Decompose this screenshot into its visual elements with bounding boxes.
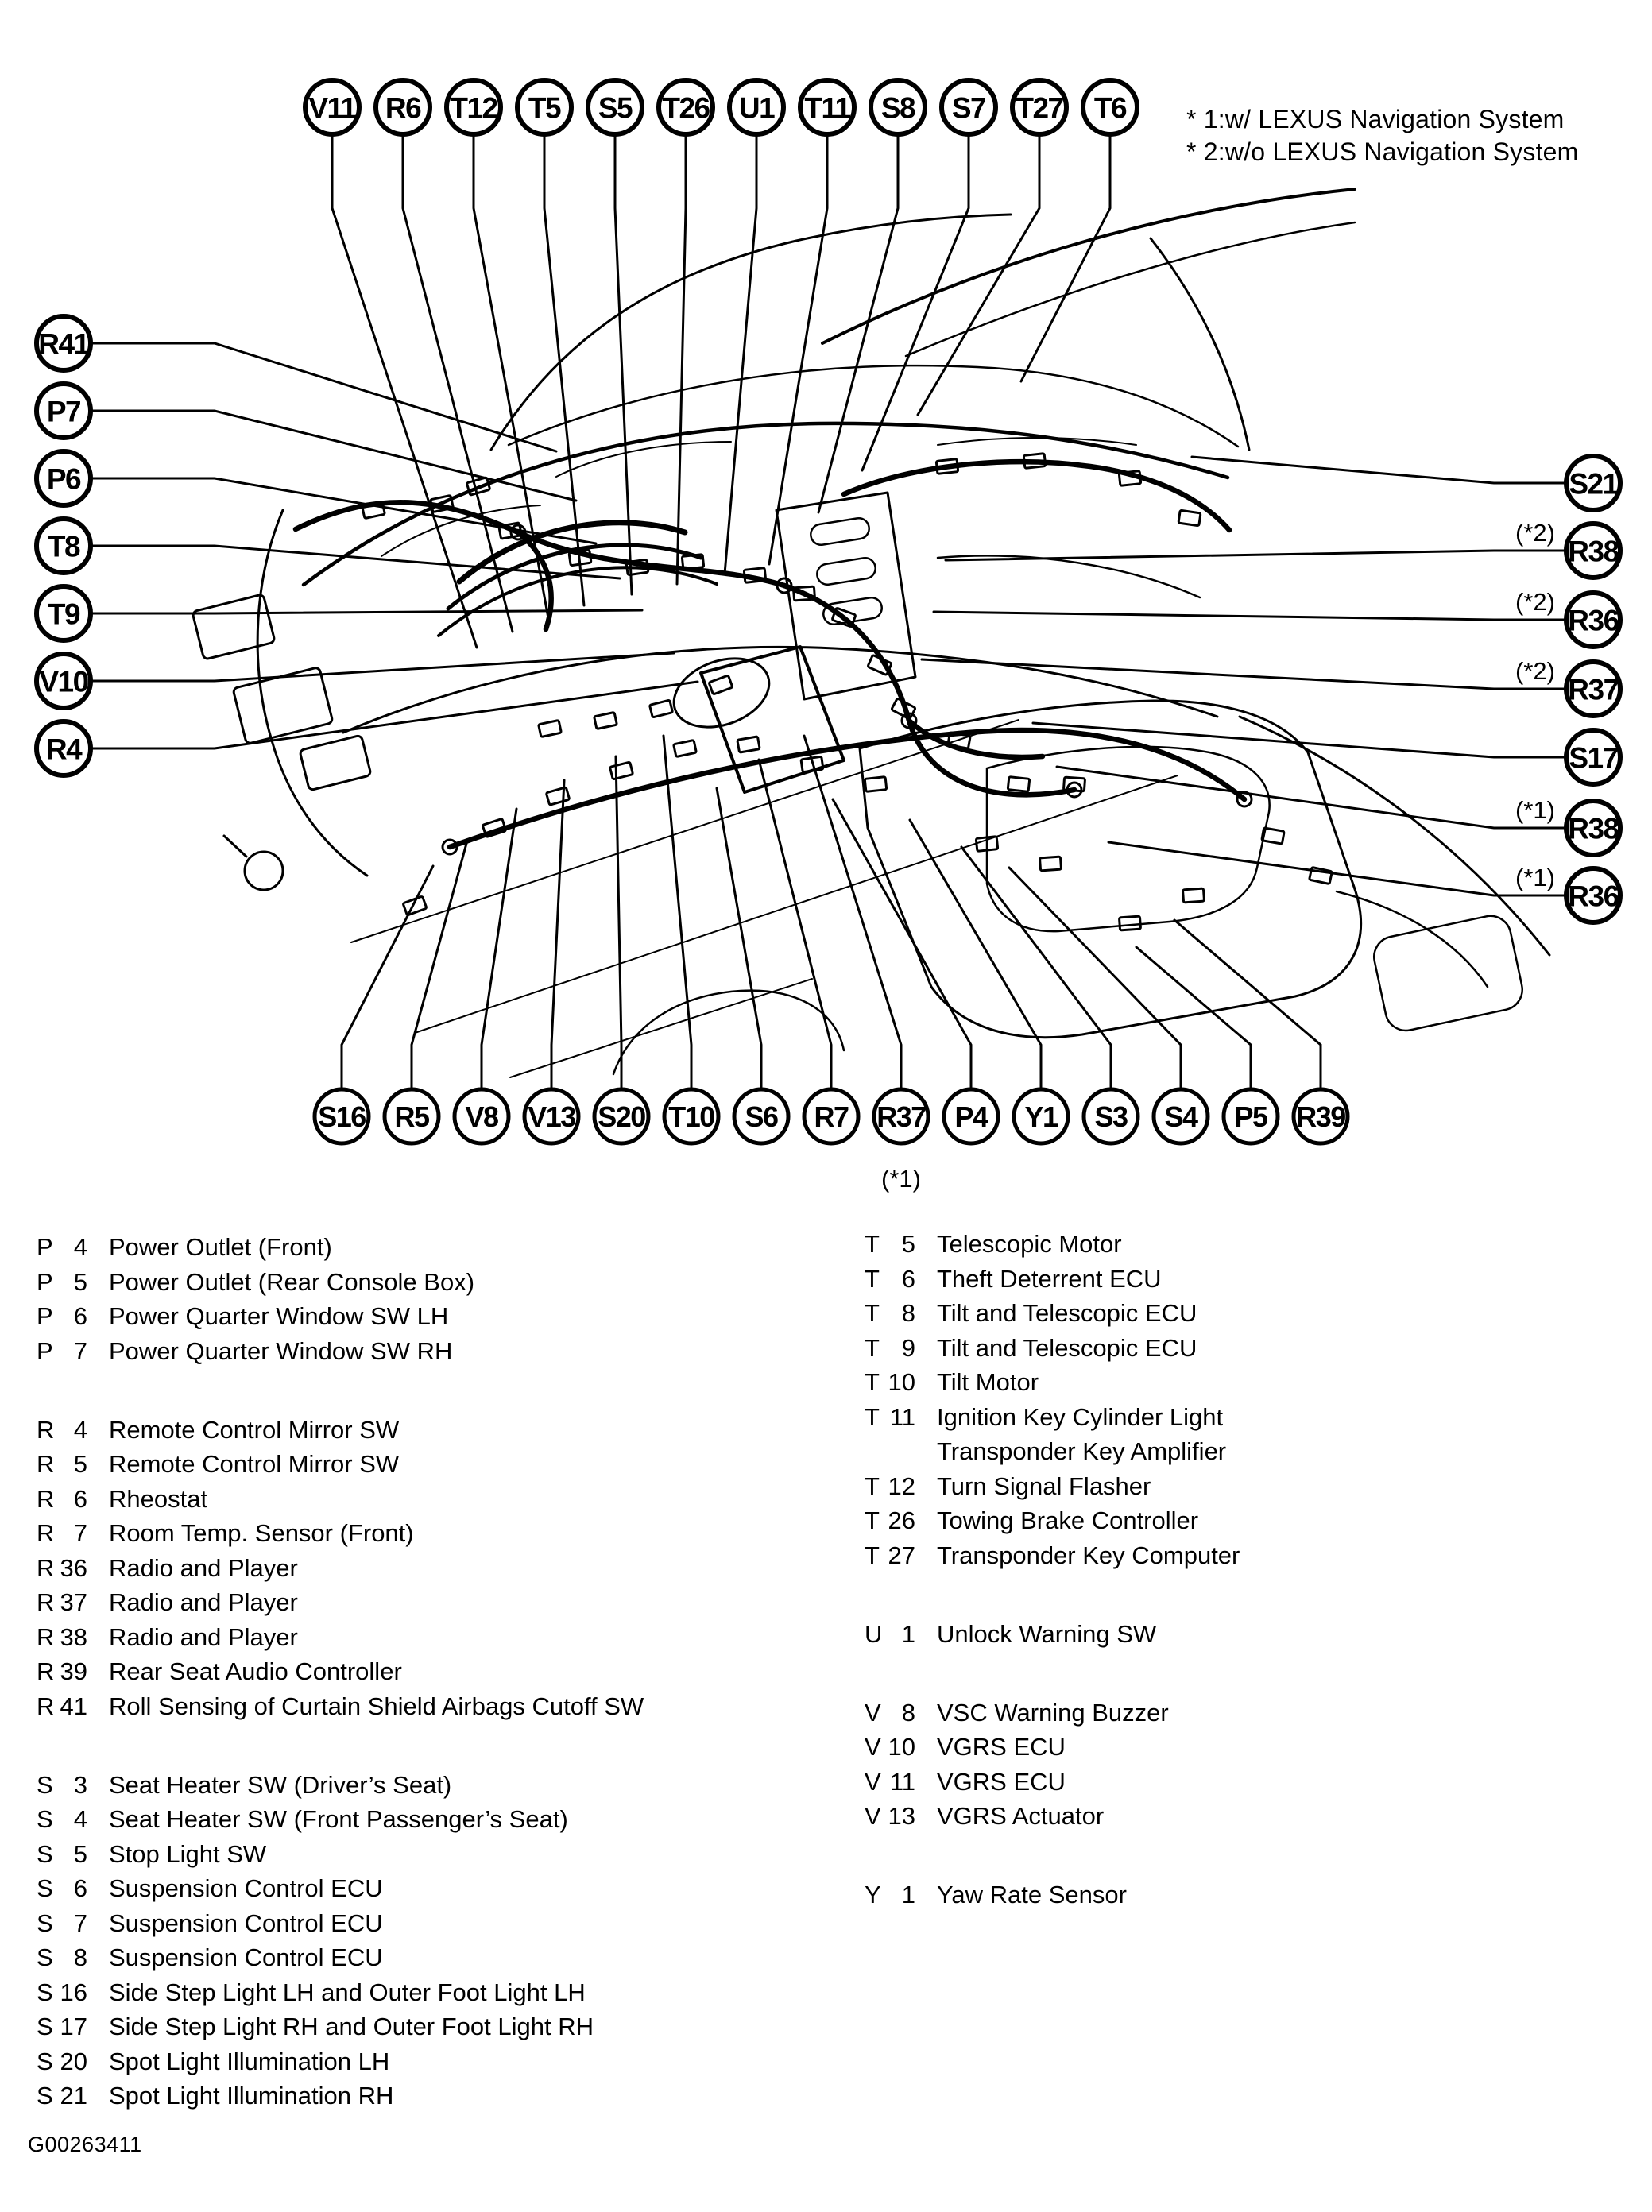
legend-entry-R38 <box>37 1622 298 1653</box>
connector-box <box>1008 777 1030 792</box>
legend-code-letter: P <box>37 1336 53 1365</box>
legend-code-number: 6 <box>73 1484 87 1513</box>
legend-code-number: 16 <box>60 1978 87 2006</box>
legend-code-letter: S <box>37 1839 53 1868</box>
legend-code-letter: T <box>865 1230 880 1258</box>
callout-tag-R36-right-6: (*1) <box>1515 864 1555 891</box>
legend-entry-T9 <box>865 1332 1197 1364</box>
body-outline <box>257 189 1549 1077</box>
legend-entry-V8 <box>865 1697 1169 1729</box>
legend-component-name: Remote Control Mirror SW <box>109 1415 400 1444</box>
legend-code-letter: R <box>37 1450 55 1478</box>
legend-code-letter: T <box>865 1368 880 1396</box>
legend-code-number: 1 <box>901 1619 915 1648</box>
legend-code <box>37 1448 87 1480</box>
legend-code-number: 20 <box>60 2047 87 2075</box>
leader-line-S6-bottom-6 <box>717 788 761 1089</box>
callout-label-T5-top-3: T5 <box>528 91 561 125</box>
callout-label-R37-bottom-8: R37 <box>876 1100 926 1133</box>
legend-code <box>37 2080 87 2112</box>
callout-label-T6-top-11: T6 <box>1093 91 1127 125</box>
connector-box <box>737 737 760 752</box>
wiring-harness <box>296 462 1252 854</box>
legend-code-number: 8 <box>901 1299 915 1327</box>
legend-component-name: Transponder Key Amplifier <box>937 1437 1227 1465</box>
legend-code-number: 21 <box>60 2082 87 2110</box>
connector-box <box>1039 857 1061 871</box>
legend-code-number: 5 <box>73 1450 87 1478</box>
leader-line-R36-right-2 <box>934 612 1566 620</box>
legend-entry-R41 <box>37 1691 644 1723</box>
legend-code <box>37 1804 87 1835</box>
legend-entry-T11 <box>865 1402 1223 1433</box>
legend-entry-V11 <box>865 1766 1066 1798</box>
callout-label-S3-bottom-11: S3 <box>1094 1100 1128 1133</box>
legend-component-name: Tilt and Telescopic ECU <box>937 1333 1197 1362</box>
legend-code-number: 5 <box>901 1230 915 1258</box>
legend-component-name: Roll Sensing of Curtain Shield Airbags Cutoff SW <box>109 1692 644 1720</box>
legend-entry-R6 <box>37 1483 207 1515</box>
legend-entry-T6 <box>865 1263 1162 1295</box>
leader-line-R38-right-1 <box>946 551 1566 560</box>
note-line-1: * 1:w/ LEXUS Navigation System <box>1186 105 1565 133</box>
leader-line-U1-top-6 <box>725 134 756 574</box>
legend-component-name: VGRS ECU <box>937 1767 1066 1796</box>
legend-entry-P7 <box>37 1336 452 1367</box>
legend-code-letter: R <box>37 1692 55 1720</box>
callout-label-T9-left-4: T9 <box>47 597 80 631</box>
legend-entry-cont <box>865 1436 1226 1468</box>
legend-entry-T26 <box>865 1505 1198 1537</box>
legend-component-name: Side Step Light LH and Outer Foot Light LH <box>109 1978 586 2006</box>
callout-label-S20-bottom-4: S20 <box>598 1100 645 1133</box>
callout-label-T27-top-10: T27 <box>1016 91 1063 125</box>
legend-code-letter: T <box>865 1541 880 1569</box>
leader-line-P7-left-1 <box>91 411 576 501</box>
legend-code <box>37 1977 87 2009</box>
legend-component-name: Yaw Rate Sensor <box>937 1881 1127 1908</box>
connector-box <box>865 777 887 792</box>
connector-box <box>1182 888 1204 903</box>
connector-box <box>609 762 633 779</box>
legend-code <box>865 1731 915 1763</box>
legend-entry-R37 <box>37 1587 298 1618</box>
legend-code-number: 17 <box>60 2013 87 2040</box>
legend-code-number: 12 <box>888 1471 915 1500</box>
legend-entry-S4 <box>37 1804 568 1835</box>
leader-line-R7-bottom-7 <box>759 760 831 1089</box>
legend-code-letter: V <box>865 1802 881 1830</box>
leader-line-Y1-bottom-10 <box>910 820 1041 1089</box>
leader-line-V8-bottom-2 <box>482 809 516 1089</box>
callout-label-S21-right-0: S21 <box>1569 467 1618 501</box>
legend-code-number: 5 <box>73 1267 87 1296</box>
legend-code-letter: T <box>865 1471 880 1500</box>
legend-code-number: 6 <box>73 1302 87 1330</box>
legend-entry-S3 <box>37 1769 451 1801</box>
legend-component-name: Rear Seat Audio Controller <box>109 1657 402 1685</box>
leader-line-R5-bottom-1 <box>412 841 467 1089</box>
legend-code-letter: P <box>37 1267 53 1296</box>
callout-tag-R37-bottom-8: (*1) <box>881 1165 921 1193</box>
legend-component-name: Telescopic Motor <box>937 1230 1122 1258</box>
legend-code-letter: S <box>37 2013 53 2040</box>
legend-component-name: VGRS Actuator <box>937 1802 1105 1830</box>
leader-line-S21-right-0 <box>1192 457 1566 483</box>
legend-entry-R36 <box>37 1553 298 1584</box>
legend-code <box>37 1769 87 1801</box>
legend-component-name: Power Outlet (Rear Console Box) <box>109 1267 475 1296</box>
legend-code-letter: V <box>865 1733 881 1761</box>
legend-entry-R39 <box>37 1656 402 1688</box>
callout-label-P6-left-2: P6 <box>46 462 81 496</box>
legend-code-number: 27 <box>888 1541 915 1569</box>
callout-label-R38-right-1: R38 <box>1568 535 1619 568</box>
legend-code-number: 7 <box>73 1519 87 1547</box>
legend-code-number: 6 <box>901 1264 915 1293</box>
legend-entry-S16 <box>37 1977 586 2009</box>
legend-code-number: 10 <box>888 1368 915 1396</box>
leader-line-S8-top-8 <box>818 134 898 512</box>
callout-label-R6-top-1: R6 <box>385 91 421 125</box>
callout-label-T26-top-5: T26 <box>662 91 710 125</box>
legend-code-number: 26 <box>888 1506 915 1534</box>
callout-label-R38-right-5: R38 <box>1568 812 1619 845</box>
leader-line-S4-bottom-12 <box>1009 868 1181 1089</box>
legend-code <box>37 1656 87 1688</box>
legend-code-letter: S <box>37 1978 53 2006</box>
legend-entry-U1 <box>865 1618 1156 1650</box>
legend-code-letter: S <box>37 2047 53 2075</box>
legend-code <box>37 1553 87 1584</box>
legend-code-letter: R <box>37 1622 55 1651</box>
legend-code-number: 6 <box>73 1874 87 1902</box>
legend-code-number: 11 <box>889 1402 915 1431</box>
legend-code <box>865 1402 915 1433</box>
legend-component-name: Towing Brake Controller <box>937 1506 1199 1534</box>
leader-line-V13-bottom-3 <box>551 780 564 1089</box>
legend-code <box>865 1297 915 1329</box>
legend-component-name: Radio and Player <box>109 1622 298 1651</box>
legend-code <box>865 1697 915 1729</box>
legend-component-name: Spot Light Illumination LH <box>109 2047 390 2075</box>
legend-entry-S21 <box>37 2080 393 2112</box>
legend-component-name: Power Quarter Window SW RH <box>109 1336 453 1365</box>
connector-box <box>649 700 672 717</box>
legend-component-name: Tilt and Telescopic ECU <box>937 1299 1197 1327</box>
vehicle-dashboard-sketch <box>192 189 1549 1077</box>
legend-component-name: Spot Light Illumination RH <box>109 2082 394 2110</box>
legend-code-number: 41 <box>60 1692 87 1720</box>
connector-box <box>1119 916 1140 930</box>
connector-boxes <box>362 454 1333 930</box>
nav-system-note <box>1186 103 1579 168</box>
legend-component-name: Transponder Key Computer <box>937 1541 1240 1569</box>
leader-line-T10-bottom-5 <box>664 736 691 1089</box>
legend-code <box>865 1332 915 1364</box>
legend-code <box>37 1622 87 1653</box>
legend-code <box>37 1908 87 1939</box>
legend-code-number: 11 <box>889 1767 915 1796</box>
connector-box <box>539 720 562 737</box>
legend-code <box>37 2046 87 2078</box>
callout-label-S8-top-8: S8 <box>880 91 915 125</box>
callout-label-R36-right-6: R36 <box>1568 880 1619 913</box>
callout-label-T12-top-2: T12 <box>450 91 497 125</box>
legend-code <box>865 1505 915 1537</box>
legend-code-letter: T <box>865 1333 880 1362</box>
legend-code-letter: R <box>37 1484 55 1513</box>
legend-code-number: 3 <box>73 1770 87 1799</box>
legend-entry-R7 <box>37 1518 414 1549</box>
legend-code-letter: S <box>37 1943 53 1971</box>
leader-line-S20-bottom-4 <box>616 756 621 1089</box>
legend-entry-P4 <box>37 1232 332 1263</box>
legend-code <box>37 1232 87 1263</box>
legend-entry-V13 <box>865 1800 1104 1832</box>
legend-code-letter: Y <box>865 1881 881 1908</box>
callout-tag-R38-right-1: (*2) <box>1515 519 1555 547</box>
callout-label-V8-bottom-2: V8 <box>465 1100 498 1133</box>
legend-component-name: Seat Heater SW (Front Passenger’s Seat) <box>109 1805 568 1833</box>
legend-entry-T8 <box>865 1297 1197 1329</box>
legend-component-name: Turn Signal Flasher <box>937 1471 1151 1500</box>
leader-line-R38-right-5 <box>1057 767 1566 828</box>
legend-code <box>37 1839 87 1870</box>
legend-code <box>865 1540 915 1572</box>
legend-code-number: 8 <box>73 1943 87 1971</box>
legend-entry-V10 <box>865 1731 1066 1763</box>
legend-entry-T27 <box>865 1540 1240 1572</box>
legend-code-letter: R <box>37 1415 55 1444</box>
callout-label-U1-top-6: U1 <box>738 91 775 125</box>
legend-code <box>865 1766 915 1798</box>
callout-label-P7-left-1: P7 <box>46 395 81 428</box>
legend-entry-R5 <box>37 1448 399 1480</box>
leader-lines <box>91 134 1566 1089</box>
legend-code-number: 1 <box>901 1881 915 1908</box>
legend-code <box>37 1301 87 1332</box>
legend-entry-S6 <box>37 1873 383 1905</box>
callout-label-R39-bottom-14: R39 <box>1296 1100 1345 1133</box>
callout-label-V11-top-0: V11 <box>308 91 356 125</box>
legend-component-name: Rheostat <box>109 1484 208 1513</box>
legend-code-number: 5 <box>73 1839 87 1868</box>
legend-entry-P5 <box>37 1266 474 1298</box>
legend-code-letter: P <box>37 1302 53 1330</box>
legend-entry-T5 <box>865 1228 1122 1260</box>
legend-entry-R4 <box>37 1414 399 1446</box>
legend-code-number: 4 <box>73 1415 87 1444</box>
callout-label-R5-bottom-1: R5 <box>394 1100 429 1133</box>
legend-code-number: 13 <box>888 1802 915 1830</box>
connector-box <box>709 675 733 694</box>
callout-tag-R37-right-3: (*2) <box>1515 657 1555 685</box>
legend-entry-S5 <box>37 1839 266 1870</box>
legend-code <box>37 2011 87 2043</box>
legend-code <box>865 1263 915 1295</box>
legend-code-number: 7 <box>73 1336 87 1365</box>
callout-label-R37-right-3: R37 <box>1568 673 1619 706</box>
callout-label-P4-bottom-9: P4 <box>954 1100 988 1133</box>
legend-code <box>865 1471 915 1502</box>
connector-box <box>546 787 569 806</box>
legend-code-letter: T <box>865 1299 880 1327</box>
legend-code-letter: U <box>865 1619 883 1648</box>
legend-code-number: 36 <box>60 1553 87 1582</box>
callout-label-R7-bottom-7: R7 <box>814 1100 849 1133</box>
legend-component-name: Radio and Player <box>109 1553 298 1582</box>
legend-entry-Y1 <box>865 1879 1127 1911</box>
legend-component-name: Power Quarter Window SW LH <box>109 1302 449 1330</box>
callout-label-S5-top-4: S5 <box>598 91 633 125</box>
callout-label-T10-bottom-5: T10 <box>668 1100 714 1133</box>
legend-code <box>865 1618 915 1650</box>
legend-component-name: Suspension Control ECU <box>109 1943 383 1971</box>
leader-line-T9-left-4 <box>91 610 642 613</box>
connector-box <box>674 740 697 756</box>
legend-code-letter: S <box>37 2082 53 2110</box>
legend-component-name: Power Outlet (Front) <box>109 1233 332 1261</box>
callout-label-T11-top-7: T11 <box>804 91 850 125</box>
legend-code-letter: T <box>865 1402 880 1431</box>
callout-tag-R36-right-2: (*2) <box>1515 588 1555 616</box>
legend-code <box>37 1414 87 1446</box>
connector-box <box>594 712 617 729</box>
legend-component-name: Ignition Key Cylinder Light <box>937 1402 1224 1431</box>
legend-code <box>37 1873 87 1905</box>
legend-code <box>37 1942 87 1974</box>
legend-code-letter: V <box>865 1767 881 1796</box>
legend-component-name: Seat Heater SW (Driver’s Seat) <box>109 1770 452 1799</box>
callout-label-S16-bottom-0: S16 <box>318 1100 366 1133</box>
callout-label-R4-left-6: R4 <box>45 733 82 766</box>
legend-code-letter: S <box>37 1874 53 1902</box>
legend-entry-T10 <box>865 1367 1039 1398</box>
leader-line-T11-top-7 <box>769 134 827 564</box>
legend-component-name: Stop Light SW <box>109 1839 267 1868</box>
leader-line-S3-bottom-11 <box>961 847 1111 1089</box>
legend-code-letter: S <box>37 1805 53 1833</box>
legend-code-letter: T <box>865 1506 880 1534</box>
legend-code-letter: R <box>37 1588 55 1616</box>
junction-blocks <box>192 594 371 890</box>
legend-code-letter: R <box>37 1519 55 1547</box>
legend-code-letter: S <box>37 1908 53 1937</box>
callout-label-S7-top-9: S7 <box>951 91 986 125</box>
legend-entry-S7 <box>37 1908 383 1939</box>
legend-component-name: Suspension Control ECU <box>109 1908 383 1937</box>
callout-label-P5-bottom-13: P5 <box>1234 1100 1267 1133</box>
leader-line-S5-top-4 <box>615 134 632 594</box>
legend-code-number: 4 <box>73 1805 87 1833</box>
legend-component-name: Suspension Control ECU <box>109 1874 383 1902</box>
callout-label-S4-bottom-12: S4 <box>1164 1100 1197 1133</box>
legend-code-number: 7 <box>73 1908 87 1937</box>
legend-component-name: Remote Control Mirror SW <box>109 1450 400 1478</box>
legend-code-number: 9 <box>901 1333 915 1362</box>
note-line-2: * 2:w/o LEXUS Navigation System <box>1186 137 1579 166</box>
legend-component-name: Radio and Player <box>109 1588 298 1616</box>
leader-line-R37-right-3 <box>922 659 1566 689</box>
legend-entry-P6 <box>37 1301 448 1332</box>
legend-code-letter: P <box>37 1233 53 1261</box>
callout-label-Y1-bottom-10: Y1 <box>1024 1100 1058 1133</box>
legend-component-name: Tilt Motor <box>937 1368 1039 1396</box>
legend-entry-T12 <box>865 1471 1151 1502</box>
legend-code <box>865 1367 915 1398</box>
legend-component-name: Theft Deterrent ECU <box>937 1264 1162 1293</box>
callout-label-T8-left-3: T8 <box>47 530 80 563</box>
connector-box <box>403 896 427 915</box>
legend-code-number: 8 <box>901 1698 915 1727</box>
legend-code <box>865 1800 915 1832</box>
connector-box <box>1178 510 1201 525</box>
legend-code <box>37 1587 87 1618</box>
leader-line-V10-left-5 <box>91 653 674 681</box>
legend-code-letter: R <box>37 1553 55 1582</box>
callout-label-V10-left-5: V10 <box>39 665 88 698</box>
legend-code <box>865 1228 915 1260</box>
legend-code-letter: R <box>37 1657 55 1685</box>
callout-label-S17-right-4: S17 <box>1569 741 1618 775</box>
legend-component-name: Room Temp. Sensor (Front) <box>109 1519 414 1547</box>
legend-code-number: 37 <box>60 1588 87 1616</box>
legend-code-number: 10 <box>888 1733 915 1761</box>
callout-tag-R38-right-5: (*1) <box>1515 796 1555 824</box>
leader-line-R36-right-6 <box>1108 842 1566 895</box>
legend-code <box>37 1336 87 1367</box>
legend-component-name: VGRS ECU <box>937 1733 1066 1761</box>
leader-line-T26-top-5 <box>677 134 686 584</box>
legend-code <box>37 1691 87 1723</box>
figure-id: G00263411 <box>28 2133 142 2156</box>
legend-component-name: Unlock Warning SW <box>937 1619 1157 1648</box>
legend-entry-S20 <box>37 2046 389 2078</box>
legend-code <box>37 1266 87 1298</box>
legend-code-number: 38 <box>60 1622 87 1651</box>
legend-component-name: VSC Warning Buzzer <box>937 1698 1169 1727</box>
leader-line-R41-left-0 <box>91 343 556 451</box>
legend-code <box>37 1483 87 1515</box>
leader-line-S16-bottom-0 <box>342 866 433 1089</box>
legend-entry-S17 <box>37 2011 594 2043</box>
callout-label-S6-bottom-6: S6 <box>745 1100 778 1133</box>
legend-code <box>37 1518 87 1549</box>
legend-code-number: 4 <box>73 1233 87 1261</box>
legend-code <box>865 1879 915 1911</box>
legend-code-number: 39 <box>60 1657 87 1685</box>
callout-label-R41-left-0: R41 <box>38 327 89 361</box>
legend-component-name: Side Step Light RH and Outer Foot Light RH <box>109 2013 594 2040</box>
legend-code-letter: V <box>865 1698 881 1727</box>
callout-label-R36-right-2: R36 <box>1568 604 1619 637</box>
legend-code-letter: T <box>865 1264 880 1293</box>
legend-code-letter: S <box>37 1770 53 1799</box>
callout-label-V13-bottom-3: V13 <box>528 1100 575 1133</box>
legend-entry-S8 <box>37 1942 383 1974</box>
